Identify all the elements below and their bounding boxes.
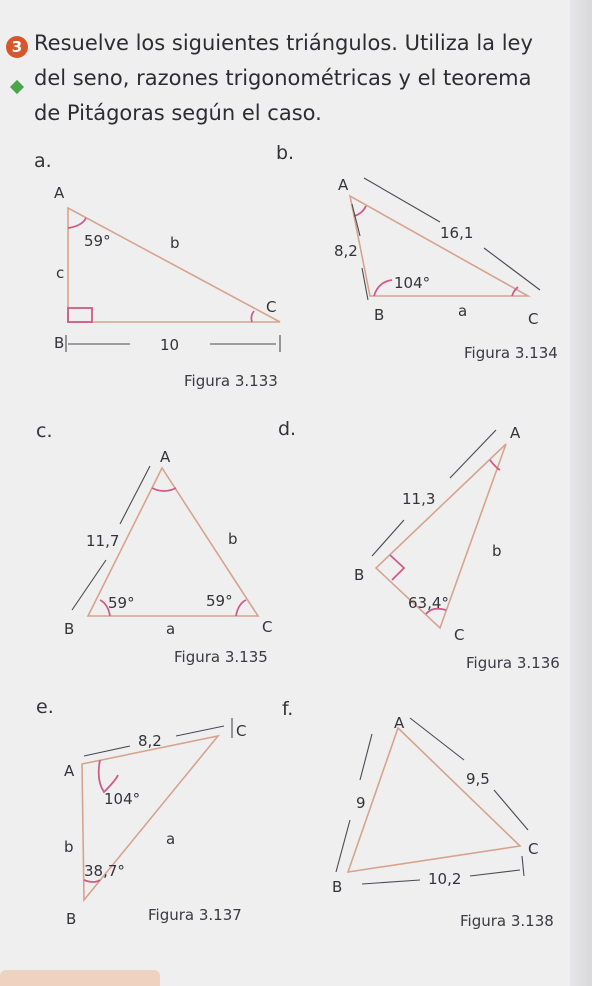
angle-arc-b-A (354, 206, 366, 216)
triangle-b (350, 196, 528, 296)
figure-d-vertex-C: C (454, 626, 465, 644)
triangle-f (348, 728, 520, 872)
footer-stripe (0, 970, 160, 986)
figure-e-vertex-A: A (64, 762, 75, 780)
angle-arc-c-C (236, 600, 246, 616)
figure-c-side-a: a (166, 620, 176, 638)
figure-e-label: e. (36, 696, 54, 718)
figure-d-side-c: 11,3 (402, 490, 436, 508)
figure-d-vertex-B: B (354, 566, 365, 584)
figure-b-side-c: 8,2 (334, 242, 358, 260)
figure-b-vertex-C: C (528, 310, 539, 328)
figure-a-vertex-A: A (54, 184, 65, 202)
angle-arc-a-A (68, 218, 86, 228)
figure-a-angle-A: 59° (84, 232, 111, 250)
figure-a-side-b: b (170, 234, 180, 252)
figure-d-vertex-A: A (510, 424, 521, 442)
figure-c-label: c. (36, 420, 53, 442)
right-angle-d-B (390, 555, 404, 580)
figure-e-angle-A: 104° (104, 790, 141, 808)
figure-b-vertex-B: B (374, 306, 385, 324)
figure-f-vertex-A: A (394, 714, 405, 732)
figure-e-side-a: a (166, 830, 176, 848)
right-angle-a-B (68, 308, 92, 322)
figure-d-side-b: b (492, 542, 502, 560)
figure-b-label: b. (276, 142, 295, 164)
figure-a-side-a: 10 (160, 336, 180, 354)
figure-c-side-b: b (228, 530, 238, 548)
figure-f-side-a: 10,2 (428, 870, 462, 888)
figure-f-side-c: 9 (356, 794, 366, 812)
figure-f-side-b: 9,5 (466, 770, 490, 788)
figure-e-vertex-B: B (66, 910, 77, 928)
figure-c-vertex-C: C (262, 618, 273, 636)
figure-e-caption: Figura 3.137 (148, 906, 242, 924)
figure-b-vertex-A: A (338, 176, 349, 194)
figure-f-caption: Figura 3.138 (460, 912, 554, 930)
figure-a-label: a. (34, 150, 52, 172)
figure-e-angle-B: 38,7° (84, 862, 125, 880)
angle-arc-e-A (99, 760, 118, 792)
figure-a-caption: Figura 3.133 (184, 372, 278, 390)
figure-c-side-c: 11,7 (86, 532, 120, 550)
figure-b-side-b: 16,1 (440, 224, 474, 242)
figure-a-side-c: c (56, 264, 65, 282)
figure-d-label: d. (278, 418, 297, 440)
figure-c-caption: Figura 3.135 (174, 648, 268, 666)
figure-d-caption: Figura 3.136 (466, 654, 560, 672)
figure-e-vertex-C: C (236, 722, 247, 740)
figure-c-angle-C: 59° (206, 592, 233, 610)
triangle-a (68, 208, 280, 322)
figure-f-label: f. (282, 698, 294, 720)
figure-c-vertex-B: B (64, 620, 75, 638)
angle-arc-b-B (374, 280, 392, 296)
figure-c-angle-B: 59° (108, 594, 135, 612)
angle-arc-a-C (251, 311, 254, 322)
figure-f-vertex-C: C (528, 840, 539, 858)
figure-a-vertex-C: C (266, 298, 277, 316)
figure-e-side-top: 8,2 (138, 732, 162, 750)
exercise-instruction: Resuelve los siguientes triángulos. Utiliza la ley del seno, razones trigonométricas y el teorema de Pitágoras según el caso. (34, 31, 533, 125)
angle-arc-e-B (84, 880, 100, 882)
figure-f-vertex-B: B (332, 878, 343, 896)
figure-d-angle-C: 63,4° (408, 594, 449, 612)
figure-a-vertex-B: B (54, 334, 65, 352)
exercise-number-badge: 3 (6, 36, 28, 58)
figure-b-angle-B: 104° (394, 274, 431, 292)
figure-b-side-a: a (458, 302, 468, 320)
figure-b-caption: Figura 3.134 (464, 344, 558, 362)
figure-e-side-b: b (64, 838, 74, 856)
figure-c-vertex-A: A (160, 448, 171, 466)
angle-arc-c-A (152, 488, 176, 491)
